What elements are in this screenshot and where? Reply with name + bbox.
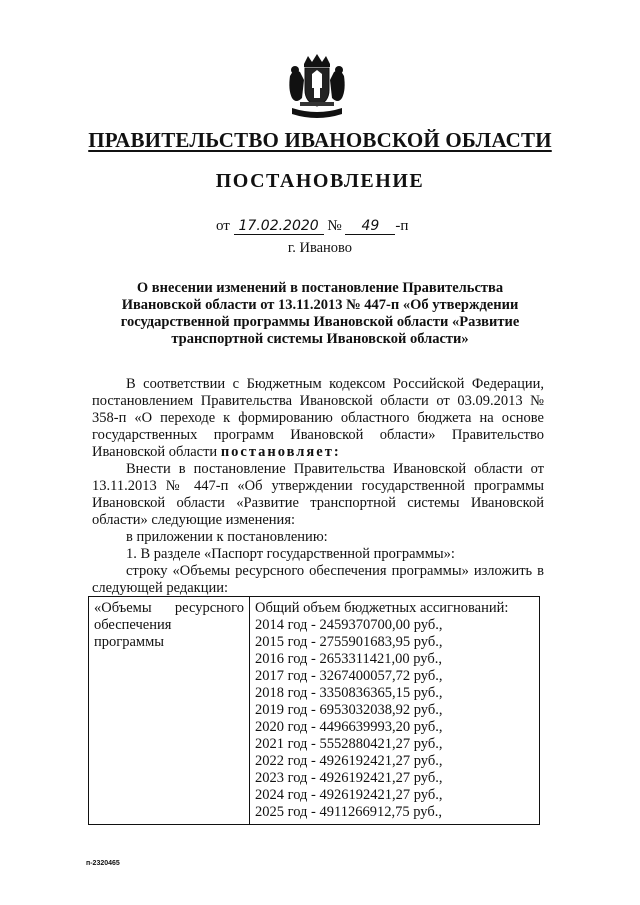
year-row: 2014 год - 2459370700,00 руб., xyxy=(255,617,443,633)
number-sign: № xyxy=(327,218,342,234)
year-row: 2022 год - 4926192421,27 руб., xyxy=(255,753,443,769)
table-row xyxy=(89,597,540,825)
coat-of-arms-icon xyxy=(286,54,348,120)
paragraph-amend: Внести в постановление Правительства Ивановской области от 13.11.2013 № 447-п «Об утверждении государственной программы Ивановской области «Развитие транспортной системы Ивановской области» следующие изменения: xyxy=(92,461,544,528)
city: г. Иваново xyxy=(287,240,353,256)
resources-table xyxy=(88,596,540,825)
paragraph-section: 1. В разделе «Паспорт государственной программы»: xyxy=(126,546,455,562)
table-values-cell xyxy=(250,597,540,825)
year-row: 2015 год - 2755901683,95 руб., xyxy=(255,634,443,650)
paragraph-row: строку «Объемы ресурсного обеспечения программы» изложить в следующей редакции: xyxy=(92,563,544,596)
paragraph-basis xyxy=(92,376,544,461)
year-row: 2020 год - 4496639993,20 руб., xyxy=(255,719,443,735)
resources-table-wrap xyxy=(88,596,540,825)
year-row: 2021 год - 5552880421,27 руб., xyxy=(255,736,443,752)
year-row: 2017 год - 3267400057,72 руб., xyxy=(255,668,443,684)
year-row: 2018 год - 3350836365,15 руб., xyxy=(255,685,443,701)
handwritten-number: 49 xyxy=(345,218,395,235)
date-prefix: от xyxy=(216,218,230,234)
table-heading: Общий объем бюджетных ассигнований: xyxy=(255,600,509,616)
year-row: 2025 год - 4911266912,75 руб., xyxy=(255,804,442,820)
year-row: 2023 год - 4926192421,27 руб., xyxy=(255,770,443,786)
year-row: 2019 год - 6953032038,92 руб., xyxy=(255,702,443,718)
year-row: 2024 год - 4926192421,27 руб., xyxy=(255,787,443,803)
document-type: ПОСТАНОВЛЕНИЕ xyxy=(215,170,425,192)
table-label-cell: «Объемы ресурсного обеспечения программы xyxy=(89,597,250,825)
document-body xyxy=(92,376,544,597)
footer-code: п-2320465 xyxy=(86,860,120,867)
decree-word: постановляет: xyxy=(220,444,341,460)
document-subject: О внесении изменений в постановление Правительства Ивановской области от 13.11.2013 № 447-п «Об утверждении государственной программы Ивановской области «Развитие транспортной системы Ивановской области» xyxy=(120,280,520,347)
year-row: 2016 год - 2653311421,00 руб., xyxy=(255,651,442,667)
paragraph-annex: в приложении к постановлению: xyxy=(126,529,328,545)
number-suffix: -п xyxy=(395,218,409,234)
government-title: ПРАВИТЕЛЬСТВО ИВАНОВСКОЙ ОБЛАСТИ xyxy=(88,128,552,152)
date-number-line xyxy=(216,218,408,235)
handwritten-date: 17.02.2020 xyxy=(234,218,324,235)
paragraph-basis-text: В соответствии с Бюджетным кодексом Российской Федерации, постановлением Правительства Ивановской области от 03.09.2013 № 358-п «О переходе к формированию областного бюджета на основе государственных программ Ивановской области» Правительство Ивановской области xyxy=(92,376,544,460)
